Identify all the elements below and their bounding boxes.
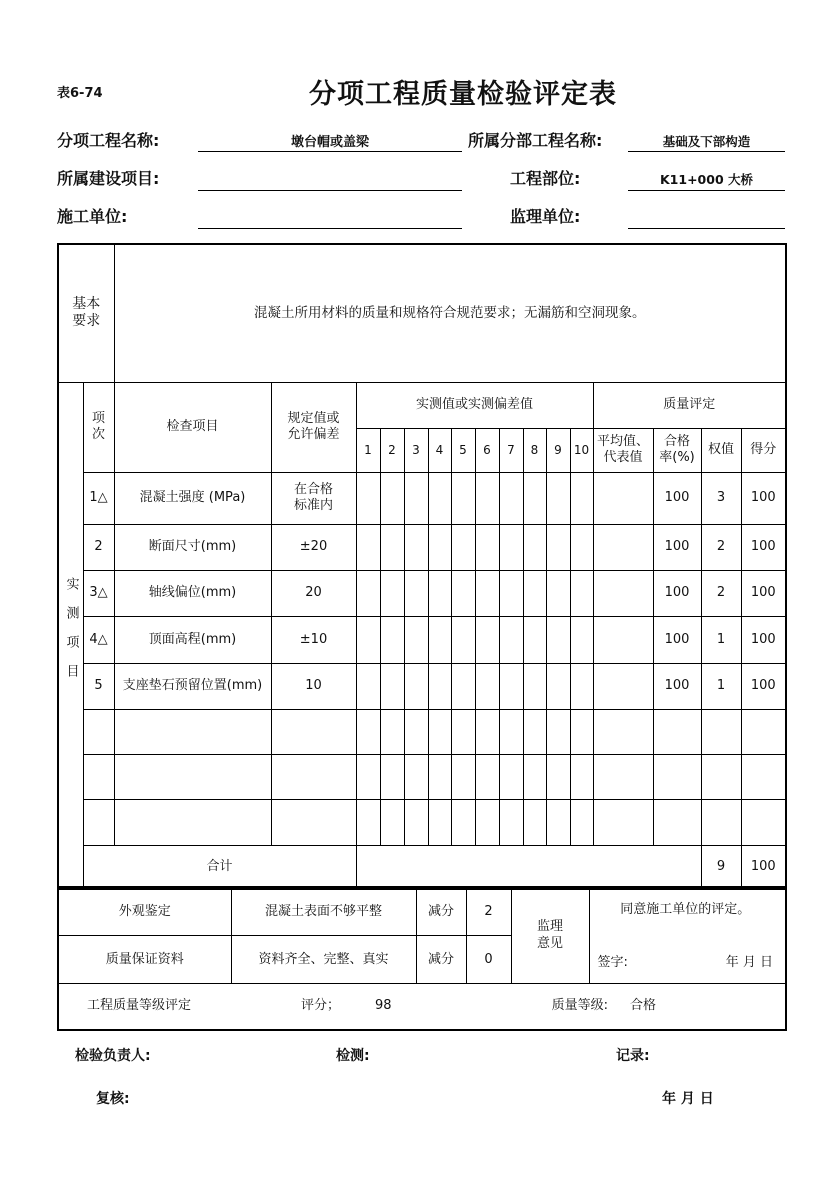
supervisor-opinion-l2: 意见	[536, 935, 563, 951]
basic-label-line2: 要求	[72, 313, 101, 330]
measured-cell	[428, 663, 451, 709]
row-weight: 2	[701, 524, 741, 570]
construction-project-underline	[198, 190, 462, 191]
empty-cell	[593, 754, 653, 799]
col-header-1: 1	[356, 428, 380, 472]
location-value: K11+000 大桥	[660, 172, 753, 187]
measure-row-1	[58, 472, 786, 524]
col-header-5: 5	[451, 428, 475, 472]
row-weight: 1	[701, 616, 741, 663]
pass-rate-header-l2: 率(%)	[659, 450, 695, 465]
measured-group-header: 实测值或实测偏差值	[356, 382, 593, 428]
total-weight: 9	[701, 845, 741, 889]
sign-line	[598, 955, 774, 971]
measured-cell	[451, 472, 475, 524]
empty-cell	[404, 799, 428, 845]
measured-cell	[356, 663, 380, 709]
grade-result-value: 合格	[629, 998, 656, 1014]
grade-row-inner	[59, 998, 785, 1014]
score-label: 评分；	[301, 998, 341, 1014]
empty-cell	[404, 754, 428, 799]
empty-cell	[271, 754, 356, 799]
measure-row-3	[58, 570, 786, 616]
measure-row-2	[58, 524, 786, 570]
measured-cell	[546, 570, 570, 616]
appearance-deduct-label: 减分	[416, 887, 466, 935]
col-header-7: 7	[499, 428, 523, 472]
score-header: 得分	[741, 428, 786, 472]
spec-header	[271, 382, 356, 472]
grade-row	[58, 984, 786, 1030]
sub-project-label: 分项工程名称:	[57, 131, 160, 150]
empty-cell	[404, 709, 428, 754]
measured-cell	[475, 616, 499, 663]
col-header-3: 3	[404, 428, 428, 472]
row-no: 1△	[83, 472, 114, 524]
measured-cell	[404, 570, 428, 616]
row-item: 支座垫石预留位置(mm)	[114, 663, 271, 709]
measure-side-label: 实测项目	[63, 577, 79, 694]
division-label: 所属分部工程名称:	[468, 131, 603, 150]
grade-row-cell	[58, 984, 786, 1030]
row-weight: 2	[701, 570, 741, 616]
supervisor-underline	[628, 228, 785, 229]
empty-row	[58, 799, 786, 845]
empty-cell	[701, 799, 741, 845]
measured-cell	[428, 524, 451, 570]
col-header-8: 8	[523, 428, 546, 472]
basic-requirements-row	[58, 244, 786, 382]
score-value: 98	[375, 998, 392, 1014]
empty-cell	[546, 709, 570, 754]
row-score: 100	[741, 472, 786, 524]
total-empty-span	[356, 845, 701, 889]
empty-cell	[475, 799, 499, 845]
tester-label: 检测:	[336, 1048, 370, 1064]
empty-cell	[114, 799, 271, 845]
empty-cell	[593, 709, 653, 754]
empty-cell	[356, 754, 380, 799]
sign-label: 签字:	[597, 955, 628, 971]
contractor-label: 施工单位:	[57, 207, 128, 226]
row-weight: 3	[701, 472, 741, 524]
empty-cell	[570, 754, 593, 799]
measured-cell	[499, 663, 523, 709]
empty-cell	[114, 709, 271, 754]
sub-project-value: 墩台帽或盖梁	[290, 135, 369, 150]
footer-date: 年 月 日	[662, 1091, 714, 1107]
measured-cell	[380, 570, 404, 616]
empty-cell	[523, 709, 546, 754]
total-row	[58, 845, 786, 889]
empty-cell	[741, 799, 786, 845]
empty-cell	[499, 799, 523, 845]
measured-cell	[499, 570, 523, 616]
empty-cell	[271, 799, 356, 845]
row-score: 100	[741, 616, 786, 663]
measured-cell	[380, 663, 404, 709]
measured-cell	[404, 663, 428, 709]
check-item-header: 检查项目	[114, 382, 271, 472]
empty-row	[58, 754, 786, 799]
measured-cell	[523, 663, 546, 709]
row-pass-rate: 100	[653, 472, 701, 524]
empty-cell	[451, 799, 475, 845]
grade-label: 工程质量等级评定	[87, 998, 192, 1014]
appearance-row	[58, 887, 786, 935]
sign-date: 年 月 日	[725, 955, 773, 971]
supervisor-opinion-label	[511, 887, 589, 984]
empty-cell	[523, 754, 546, 799]
row-score: 100	[741, 663, 786, 709]
measured-cell	[546, 616, 570, 663]
empty-cell	[475, 754, 499, 799]
empty-cell	[593, 799, 653, 845]
empty-cell	[546, 754, 570, 799]
sub-project-underline	[198, 151, 462, 152]
spec-header-l1: 规定值或	[287, 411, 340, 427]
empty-cell	[499, 754, 523, 799]
empty-cell	[428, 799, 451, 845]
measured-cell	[428, 570, 451, 616]
grade-result-label: 质量等级:	[551, 998, 608, 1014]
empty-cell	[653, 754, 701, 799]
supervisor-opinion-l1: 监理	[536, 919, 563, 935]
supervisor-comment-cell	[589, 887, 786, 984]
empty-cell	[451, 754, 475, 799]
row-item: 轴线偏位(mm)	[114, 570, 271, 616]
empty-cell	[428, 754, 451, 799]
measure-row-5	[58, 663, 786, 709]
division-underline	[628, 151, 785, 152]
basic-requirements-content: 混凝土所用材料的质量和规格符合规范要求；无漏筋和空洞现象。	[114, 244, 786, 382]
empty-cell	[356, 799, 380, 845]
inspector-label: 检验负责人:	[75, 1048, 151, 1064]
measured-cell	[356, 616, 380, 663]
empty-cell	[523, 799, 546, 845]
supervisor-comment-inner	[590, 888, 786, 983]
row-spec: 10	[271, 663, 356, 709]
row-score: 100	[741, 524, 786, 570]
measured-cell	[404, 524, 428, 570]
row-spec: ±10	[271, 616, 356, 663]
measured-cell	[523, 524, 546, 570]
reviewer-label: 复核:	[96, 1091, 130, 1107]
item-no-header-l2: 次	[91, 427, 105, 442]
measured-cell	[356, 570, 380, 616]
measured-cell	[570, 616, 593, 663]
construction-project-label: 所属建设项目:	[57, 169, 160, 188]
row-weight: 1	[701, 663, 741, 709]
qa-desc: 资料齐全、完整、真实	[231, 935, 416, 983]
row-spec: 20	[271, 570, 356, 616]
item-no-header-l1: 项	[91, 411, 105, 427]
spec-header-l2: 允许偏差	[287, 427, 340, 442]
measured-cell	[404, 472, 428, 524]
row-item: 顶面高程(mm)	[114, 616, 271, 663]
row-score: 100	[741, 570, 786, 616]
empty-cell	[83, 709, 114, 754]
col-header-2: 2	[380, 428, 404, 472]
basic-label-line1: 基本	[72, 295, 101, 312]
item-no-header	[83, 382, 114, 472]
empty-cell	[701, 709, 741, 754]
empty-cell	[701, 754, 741, 799]
main-table	[57, 243, 787, 890]
empty-cell	[83, 754, 114, 799]
row-avg	[593, 570, 653, 616]
measured-cell	[428, 616, 451, 663]
pass-rate-header-l1: 合格	[663, 434, 690, 450]
row-pass-rate: 100	[653, 570, 701, 616]
measured-cell	[499, 524, 523, 570]
row-item: 断面尺寸(mm)	[114, 524, 271, 570]
measured-cell	[523, 616, 546, 663]
appearance-label: 外观鉴定	[58, 887, 231, 935]
appearance-deduct-value: 2	[466, 887, 511, 935]
division-value: 基础及下部构造	[662, 134, 751, 149]
measured-cell	[546, 472, 570, 524]
row-spec-l2: 标准内	[293, 498, 333, 513]
empty-cell	[380, 799, 404, 845]
measure-row-4	[58, 616, 786, 663]
measured-cell	[475, 524, 499, 570]
measured-cell	[356, 524, 380, 570]
avg-header	[593, 428, 653, 472]
location-label: 工程部位:	[510, 169, 581, 188]
location-underline	[628, 190, 785, 191]
measured-cell	[451, 616, 475, 663]
empty-cell	[570, 799, 593, 845]
col-header-10: 10	[570, 428, 593, 472]
measured-cell	[475, 472, 499, 524]
contractor-underline	[198, 228, 462, 229]
appearance-desc: 混凝土表面不够平整	[231, 887, 416, 935]
total-label: 合计	[83, 845, 356, 889]
measured-cell	[570, 570, 593, 616]
qa-label: 质量保证资料	[58, 935, 231, 983]
col-header-4: 4	[428, 428, 451, 472]
empty-cell	[271, 709, 356, 754]
row-spec-l1: 在合格	[293, 482, 333, 498]
measured-cell	[451, 663, 475, 709]
empty-cell	[380, 709, 404, 754]
measured-cell	[523, 472, 546, 524]
measured-cell	[523, 570, 546, 616]
measured-cell	[380, 524, 404, 570]
empty-cell	[475, 709, 499, 754]
row-avg	[593, 524, 653, 570]
row-spec: ±20	[271, 524, 356, 570]
empty-cell	[114, 754, 271, 799]
row-avg	[593, 472, 653, 524]
empty-cell	[428, 709, 451, 754]
measured-cell	[451, 570, 475, 616]
row-no: 4△	[83, 616, 114, 663]
empty-cell	[499, 709, 523, 754]
supervisor-label: 监理单位:	[510, 207, 581, 226]
row-no: 3△	[83, 570, 114, 616]
recorder-label: 记录:	[616, 1048, 650, 1064]
page-title: 分项工程质量检验评定表	[309, 79, 617, 110]
measured-cell	[499, 616, 523, 663]
empty-cell	[741, 709, 786, 754]
measured-cell	[475, 663, 499, 709]
pass-rate-header	[653, 428, 701, 472]
quality-group-header: 质量评定	[593, 382, 786, 428]
measured-cell	[546, 663, 570, 709]
avg-header-l1: 平均值、	[596, 434, 649, 450]
col-header-6: 6	[475, 428, 499, 472]
measured-cell	[451, 524, 475, 570]
weight-header: 权值	[701, 428, 741, 472]
empty-cell	[741, 754, 786, 799]
measure-side-label-cell	[58, 382, 83, 889]
row-spec	[271, 472, 356, 524]
qa-deduct-value: 0	[466, 935, 511, 983]
measure-header-row-1	[58, 382, 786, 428]
measured-cell	[475, 570, 499, 616]
measured-cell	[404, 616, 428, 663]
row-avg	[593, 616, 653, 663]
row-pass-rate: 100	[653, 524, 701, 570]
avg-header-l2: 代表值	[603, 450, 643, 465]
empty-cell	[570, 709, 593, 754]
form-code: 表6-74	[57, 86, 103, 101]
measured-cell	[380, 616, 404, 663]
qa-deduct-label: 减分	[416, 935, 466, 983]
measured-cell	[499, 472, 523, 524]
empty-cell	[83, 799, 114, 845]
empty-row	[58, 709, 786, 754]
supervisor-comment: 同意施工单位的评定。	[620, 902, 751, 917]
row-item: 混凝土强度 (MPa)	[114, 472, 271, 524]
empty-cell	[380, 754, 404, 799]
measured-cell	[570, 663, 593, 709]
total-score: 100	[741, 845, 786, 889]
col-header-9: 9	[546, 428, 570, 472]
review-table	[57, 886, 787, 1031]
measured-cell	[546, 524, 570, 570]
empty-cell	[653, 799, 701, 845]
measured-cell	[380, 472, 404, 524]
measured-cell	[428, 472, 451, 524]
empty-cell	[653, 709, 701, 754]
empty-cell	[356, 709, 380, 754]
measured-cell	[570, 524, 593, 570]
empty-cell	[451, 709, 475, 754]
row-pass-rate: 100	[653, 663, 701, 709]
basic-requirements-label	[58, 244, 114, 382]
measured-cell	[570, 472, 593, 524]
row-pass-rate: 100	[653, 616, 701, 663]
empty-cell	[546, 799, 570, 845]
row-avg	[593, 663, 653, 709]
row-no: 5	[83, 663, 114, 709]
measured-cell	[356, 472, 380, 524]
row-no: 2	[83, 524, 114, 570]
